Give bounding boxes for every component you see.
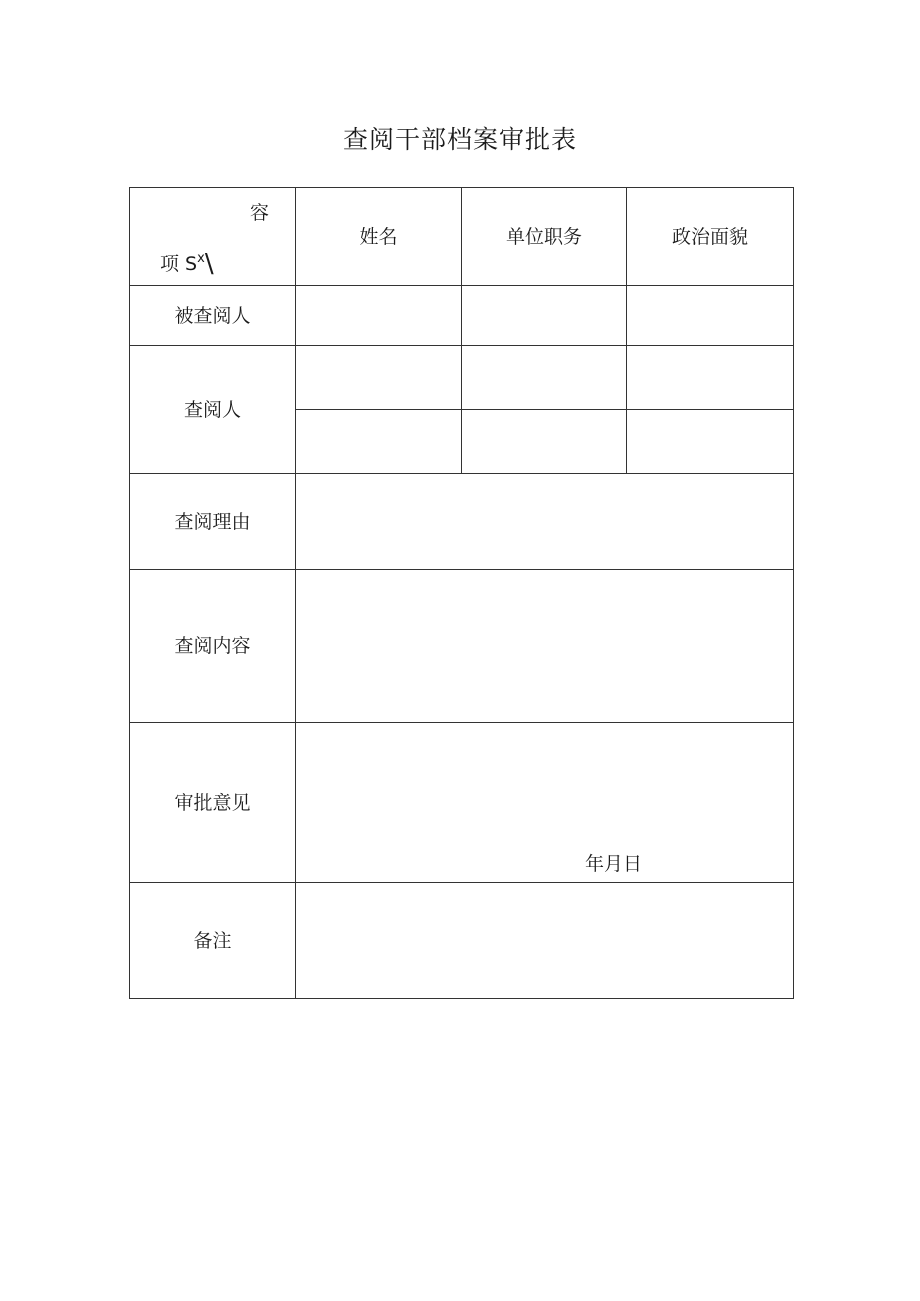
subject-label: 被查阅人 xyxy=(130,286,296,346)
header-unit-position: 单位职务 xyxy=(462,188,627,286)
corner-top-label: 容 xyxy=(249,202,269,224)
viewer2-name-field[interactable] xyxy=(296,410,462,474)
approval-label: 审批意见 xyxy=(130,723,296,883)
subject-row xyxy=(130,286,794,346)
approval-date-label: 年月日 xyxy=(585,853,643,875)
viewer-row-1 xyxy=(130,346,794,410)
viewer1-unit-field[interactable] xyxy=(462,346,627,410)
viewer-label: 查阅人 xyxy=(130,346,296,474)
header-name: 姓名 xyxy=(296,188,462,286)
reason-field[interactable] xyxy=(296,474,794,570)
remarks-label: 备注 xyxy=(130,883,296,999)
form-title: 查阅干部档案审批表 xyxy=(342,125,577,154)
viewer1-name-field[interactable] xyxy=(296,346,462,410)
subject-name-field[interactable] xyxy=(296,286,462,346)
subject-political-field[interactable] xyxy=(627,286,794,346)
approval-form-table xyxy=(129,187,794,999)
viewer1-political-field[interactable] xyxy=(627,346,794,410)
viewer2-political-field[interactable] xyxy=(627,410,794,474)
corner-bottom-label: 项 $S^x\backslash$ xyxy=(160,249,214,279)
remarks-row xyxy=(130,883,794,999)
header-political-status: 政治面貌 xyxy=(627,188,794,286)
approval-row xyxy=(130,723,794,883)
content-field[interactable] xyxy=(296,570,794,723)
reason-row xyxy=(130,474,794,570)
viewer2-unit-field[interactable] xyxy=(462,410,627,474)
subject-unit-field[interactable] xyxy=(462,286,627,346)
approval-field[interactable] xyxy=(296,723,794,883)
corner-header-cell xyxy=(130,188,296,286)
reason-label: 查阅理由 xyxy=(130,474,296,570)
remarks-field[interactable] xyxy=(296,883,794,999)
header-row xyxy=(130,188,794,286)
content-label: 查阅内容 xyxy=(130,570,296,723)
content-row xyxy=(130,570,794,723)
